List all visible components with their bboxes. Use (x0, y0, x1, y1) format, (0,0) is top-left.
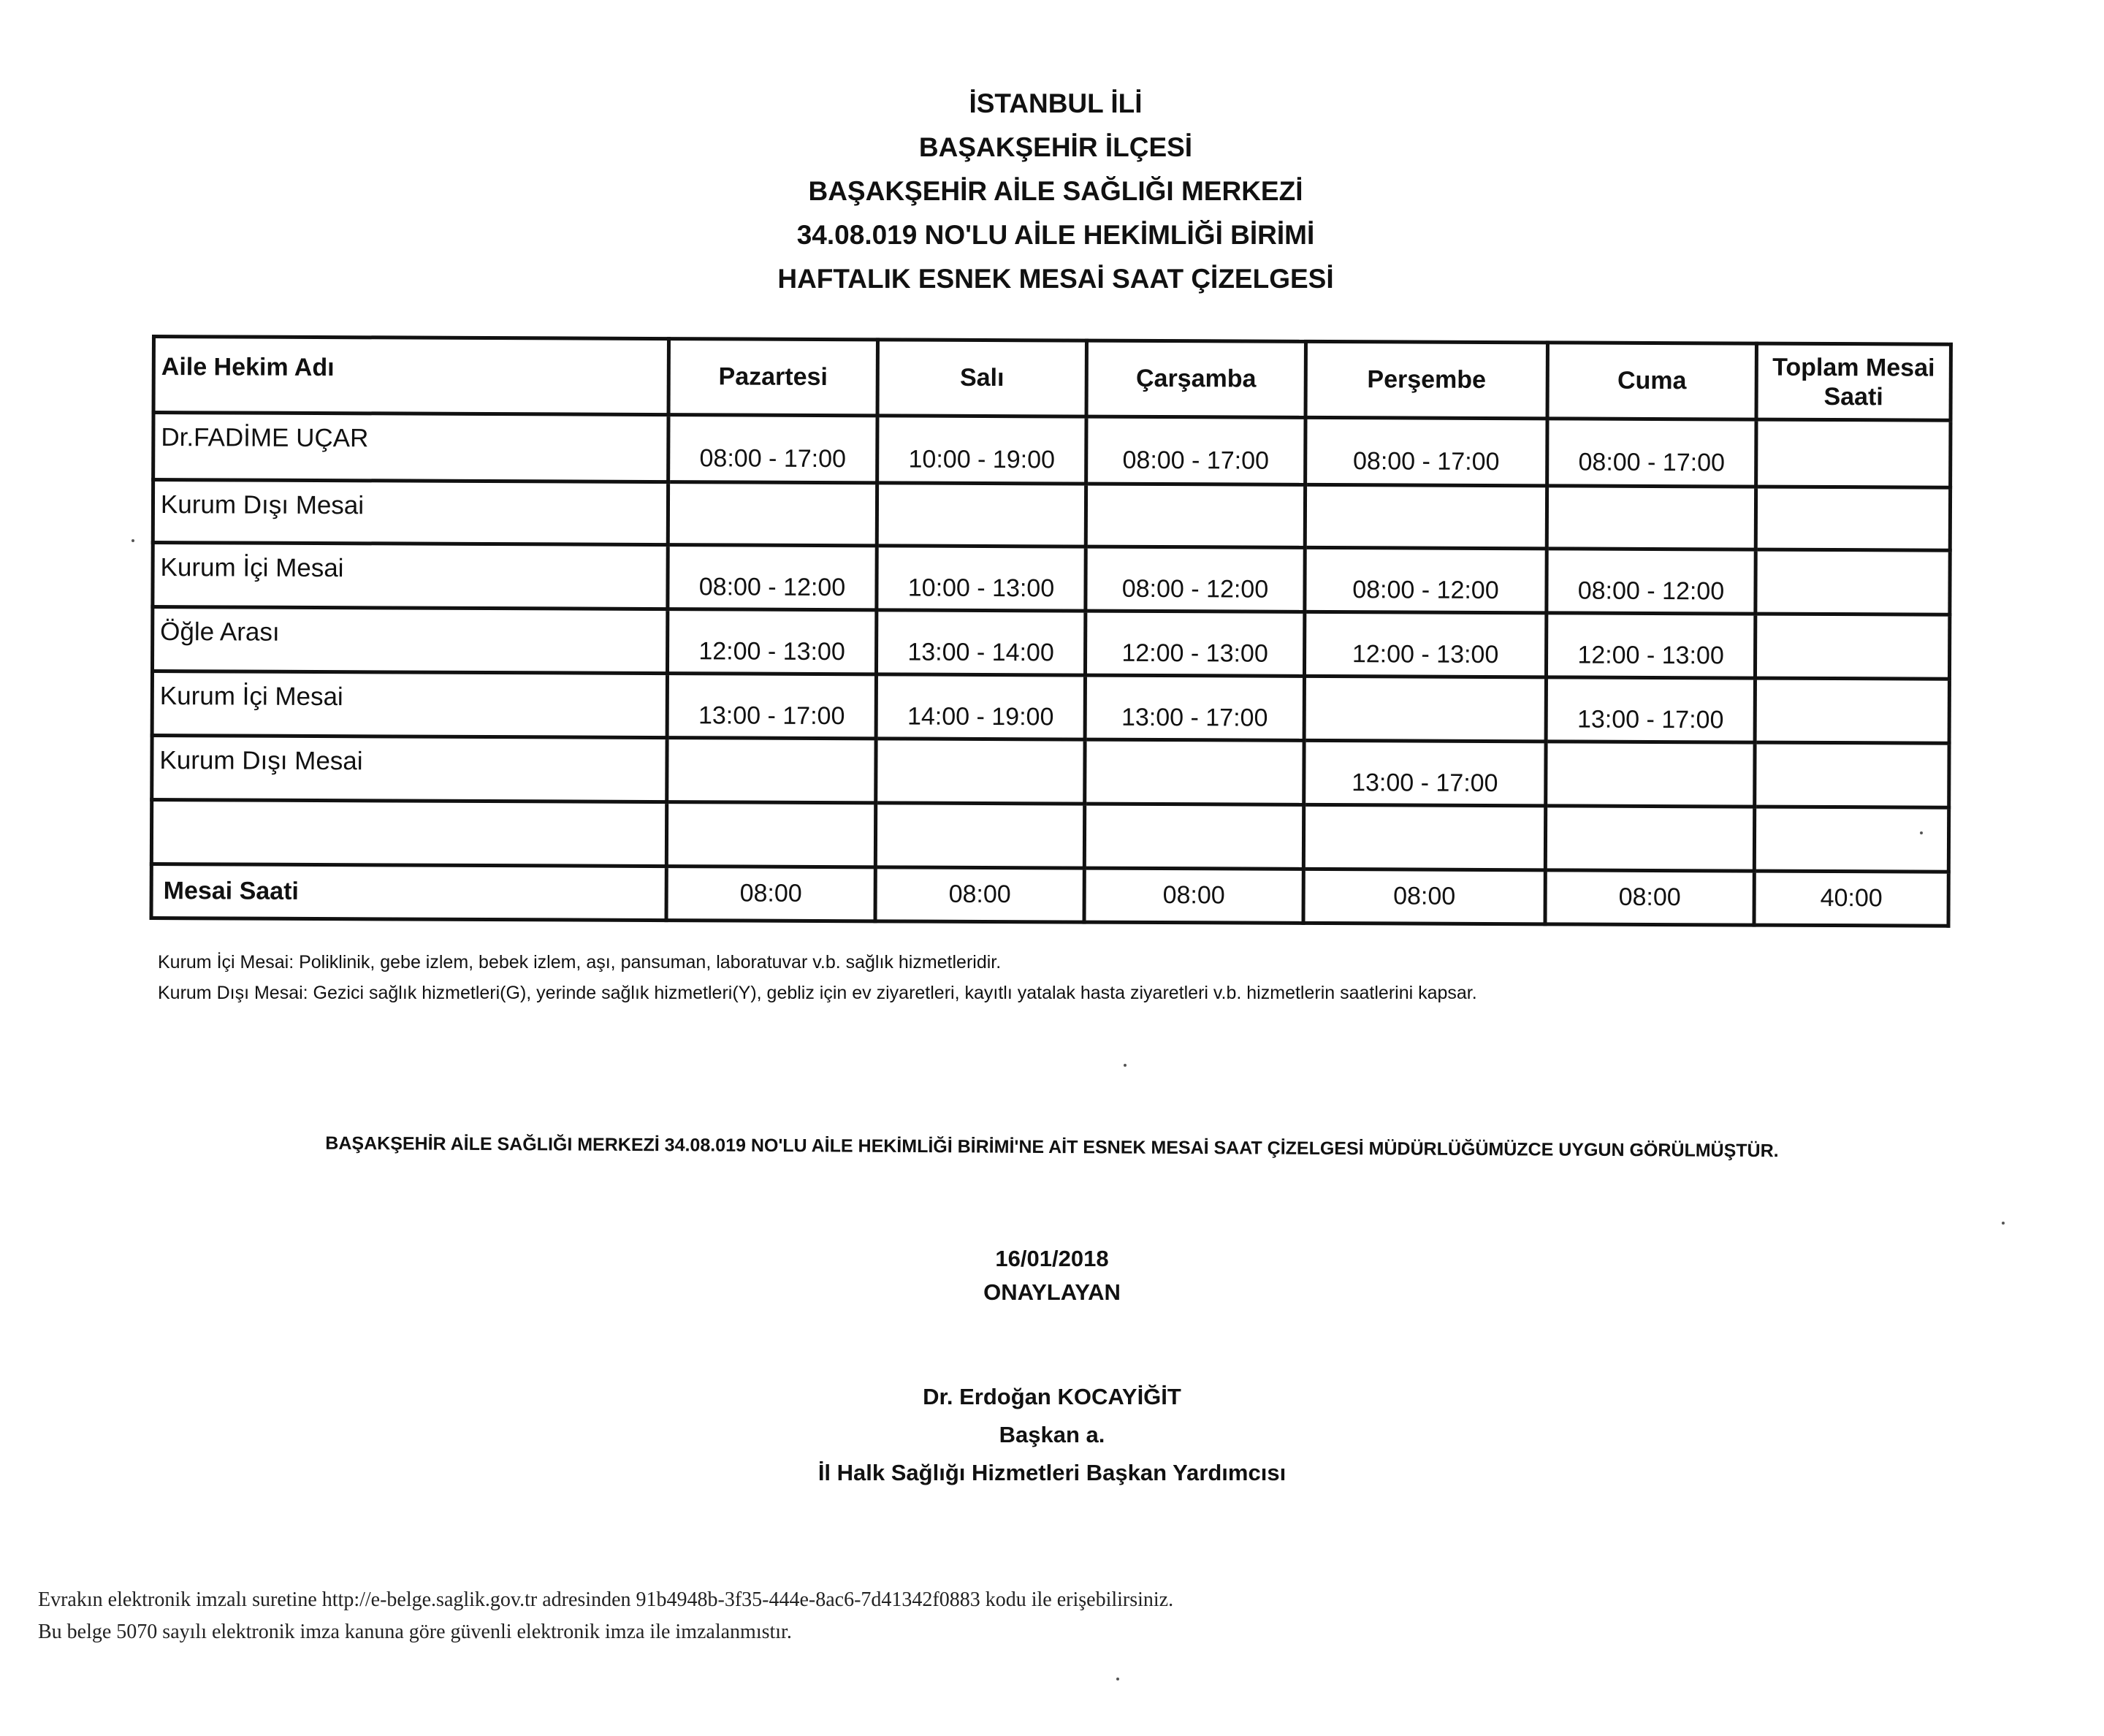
table-cell (1084, 804, 1303, 869)
table-cell: 08:00 - 12:00 (1305, 547, 1547, 612)
table-cell-total (1756, 487, 1950, 550)
table-header-row (153, 337, 1951, 421)
table-row (151, 800, 1948, 872)
table-cell: 08:00 - 12:00 (668, 545, 877, 610)
header-day-friday: Cuma (1547, 343, 1756, 419)
table-cell: 12:00 - 13:00 (1546, 613, 1755, 678)
row-label: Dr.FADİME UÇAR (153, 413, 668, 482)
approver-label: ONAYLAYAN (983, 1279, 1121, 1305)
document-title-block (0, 82, 2104, 301)
table-cell: 13:00 - 17:00 (1085, 675, 1304, 740)
header-day-tuesday: Salı (877, 340, 1086, 416)
table-cell (1305, 484, 1547, 548)
table-cell (1304, 676, 1546, 741)
scan-speck (132, 539, 134, 542)
signatory-title: Başkan a. (999, 1422, 1105, 1447)
working-hours-monday: 08:00 (666, 867, 875, 921)
table-footer-row (151, 864, 1948, 926)
table-cell (1303, 804, 1545, 869)
scan-speck (1124, 1064, 1127, 1067)
table-cell: 08:00 - 17:00 (1547, 419, 1756, 487)
table-cell: 10:00 - 19:00 (877, 416, 1086, 484)
table-cell: 08:00 - 12:00 (1547, 549, 1756, 614)
table-cell: 12:00 - 13:00 (1304, 612, 1546, 677)
signatory-position: İl Halk Sağlığı Hizmetleri Başkan Yardımcısı (817, 1460, 1287, 1485)
table-cell: 13:00 - 17:00 (1546, 677, 1755, 742)
title-province: İSTANBUL İLİ (969, 88, 1143, 118)
table-cell: 08:00 - 12:00 (1086, 547, 1305, 612)
working-hours-label: Mesai Saati (151, 864, 666, 921)
row-label: Kurum Dışı Mesai (152, 736, 667, 802)
signatory-block (0, 1378, 2104, 1492)
table-cell-total (1755, 614, 1949, 679)
table-cell: 13:00 - 14:00 (876, 610, 1085, 675)
e-signature-footer (38, 1584, 1173, 1648)
working-hours-wednesday: 08:00 (1084, 868, 1303, 923)
working-hours-total: 40:00 (1754, 871, 1948, 926)
table-cell (666, 802, 875, 867)
header-physician-name: Aile Hekim Adı (153, 337, 668, 415)
table-cell (1547, 486, 1756, 549)
table-cell (668, 482, 877, 546)
table-cell-total (1754, 807, 1948, 872)
table-cell: 08:00 - 17:00 (1306, 417, 1547, 485)
table-cell: 10:00 - 13:00 (877, 546, 1086, 611)
header-total-hours: Toplam Mesai Saati (1756, 343, 1951, 420)
title-district: BAŞAKŞEHİR İLÇESİ (918, 132, 1193, 162)
footer-verification-line: Evrakın elektronik imzalı suretine http://e-belge.saglik.gov.tr adresinden 91b4948b-3f35-444e-8ac6-7d41342f0883 kodu ile erişebilirsiniz. (38, 1588, 1174, 1611)
table-cell (1545, 806, 1754, 871)
row-label (151, 800, 666, 867)
table-cell: 08:00 - 17:00 (1086, 416, 1306, 484)
row-label: Kurum Dışı Mesai (153, 480, 668, 545)
working-hours-thursday: 08:00 (1303, 869, 1545, 924)
table-cell (1086, 484, 1305, 547)
table-cell (1546, 742, 1755, 807)
definitions-notes (158, 947, 1477, 1008)
row-label: Öğle Arası (152, 607, 667, 674)
header-day-thursday: Perşembe (1306, 341, 1547, 418)
table-row (152, 607, 1949, 679)
table-cell: 08:00 - 17:00 (668, 415, 877, 483)
table-cell-total (1756, 549, 1950, 614)
table-row (153, 413, 1951, 488)
table-cell (877, 483, 1086, 547)
header-day-monday: Pazartesi (668, 339, 877, 416)
note-external-work: Kurum Dışı Mesai: Gezici sağlık hizmetleri(G), yerinde sağlık hizmetleri(Y), gebliz için ev ziyaretleri, kayıtlı yatalak hasta ziyaretleri v.b. hizmetlerin saatlerini kapsar. (158, 983, 1477, 1003)
table-cell-total (1755, 742, 1949, 807)
table-row (152, 671, 1949, 744)
title-health-center: BAŞAKŞEHİR AİLE SAĞLIĞI MERKEZİ (808, 176, 1303, 206)
table-cell (875, 803, 1084, 868)
table-cell (1085, 739, 1304, 804)
scan-speck (1920, 831, 1923, 834)
table-row (153, 480, 1950, 551)
table-cell: 12:00 - 13:00 (1085, 611, 1304, 676)
table-cell (667, 738, 876, 803)
weekly-schedule-table (150, 335, 1953, 928)
approval-statement: BAŞAKŞEHİR AİLE SAĞLIĞI MERKEZİ 34.08.019 NO'LU AİLE HEKİMLİĞİ BİRİMİ'NE AİT ESNEK MESAİ SAAT ÇİZELGESİ MÜDÜRLÜĞÜMÜZCE UYGUN GÖRÜLMÜŞTÜR. (325, 1132, 1779, 1162)
scan-speck (1116, 1678, 1119, 1680)
table-cell (876, 739, 1085, 804)
working-hours-tuesday: 08:00 (875, 867, 1084, 922)
table-cell: 12:00 - 13:00 (667, 609, 876, 674)
row-label: Kurum İçi Mesai (152, 671, 667, 738)
table-cell: 13:00 - 17:00 (667, 674, 876, 739)
approval-date: 16/01/2018 (995, 1246, 1109, 1271)
signatory-name: Dr. Erdoğan KOCAYİĞİT (923, 1384, 1181, 1409)
working-hours-friday: 08:00 (1545, 870, 1754, 925)
table-cell: 13:00 - 17:00 (1304, 740, 1546, 805)
table-row (152, 736, 1949, 808)
table-cell-total (1756, 419, 1951, 487)
title-unit: 34.08.019 NO'LU AİLE HEKİMLİĞİ BİRİMİ (796, 220, 1315, 250)
table-cell: 14:00 - 19:00 (876, 674, 1085, 739)
row-label: Kurum İçi Mesai (153, 543, 668, 609)
scan-speck (2002, 1222, 2005, 1225)
table-row (153, 543, 1950, 615)
table-cell-total (1755, 678, 1949, 743)
title-schedule: HAFTALIK ESNEK MESAİ SAAT ÇİZELGESİ (777, 264, 1334, 294)
footer-signature-line: Bu belge 5070 sayılı elektronik imza kanuna göre güvenli elektronik imza ile imzalanmıstır. (38, 1621, 792, 1643)
note-internal-work: Kurum İçi Mesai: Poliklinik, gebe izlem, bebek izlem, aşı, pansuman, laboratuvar v.b. sağlık hizmetleridir. (158, 952, 1002, 972)
approval-date-block (0, 1242, 2104, 1309)
header-day-wednesday: Çarşamba (1086, 340, 1306, 417)
